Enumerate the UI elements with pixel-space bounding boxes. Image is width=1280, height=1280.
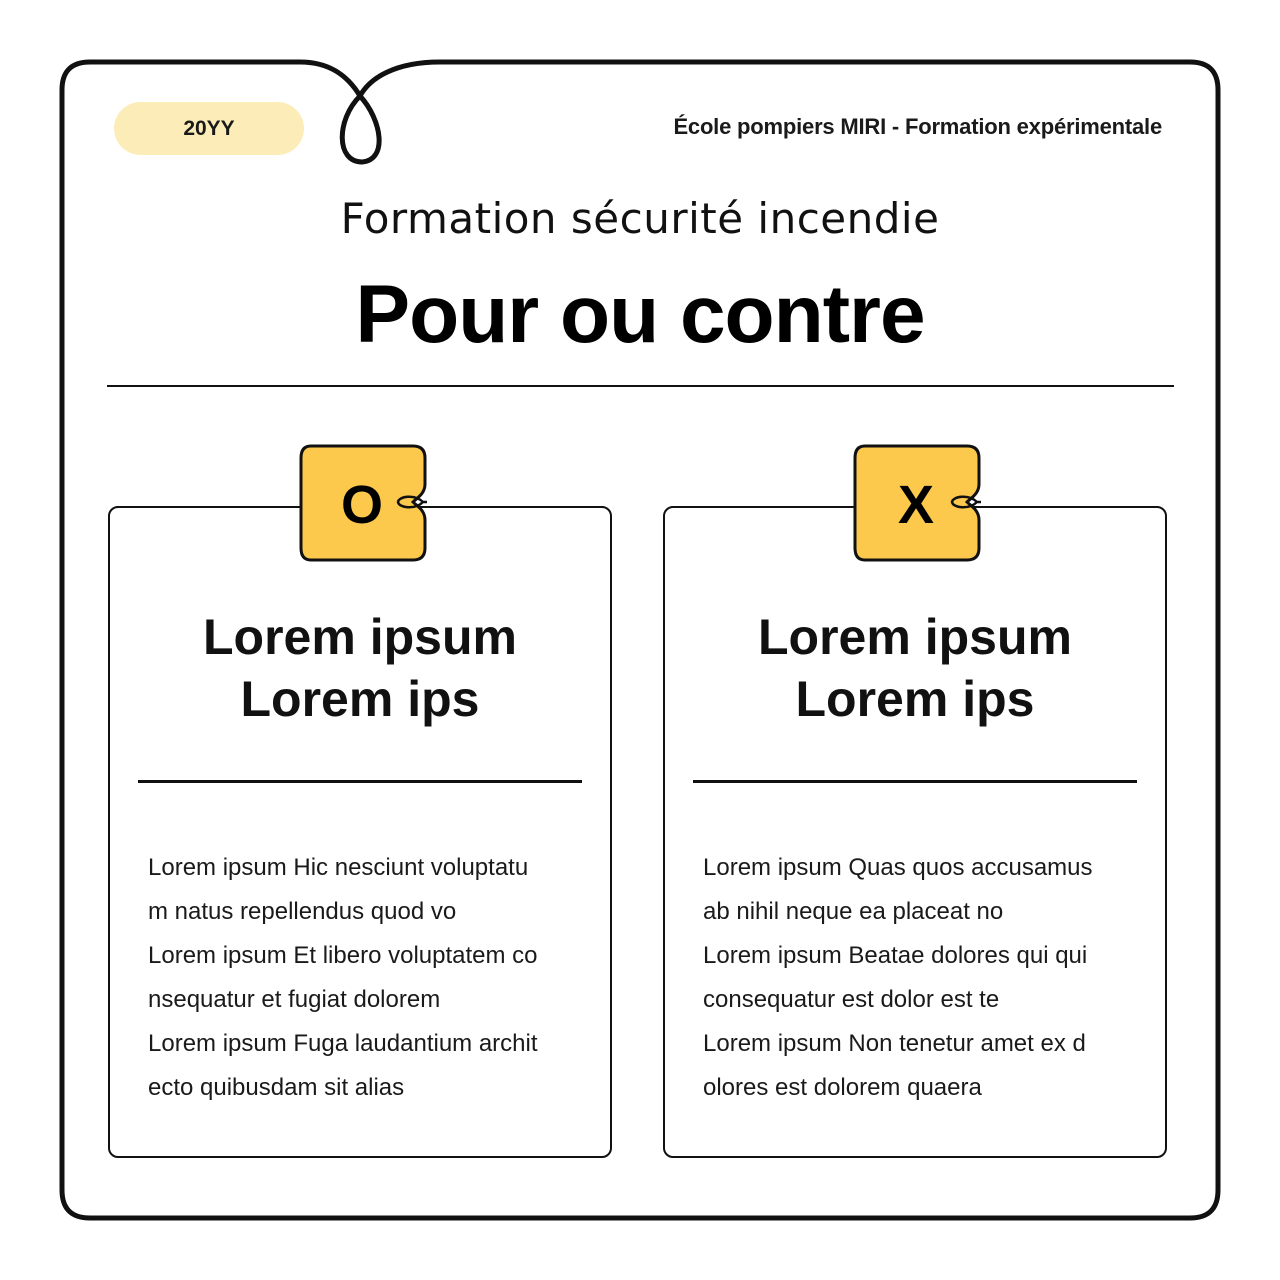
year-badge-label: 20YY bbox=[183, 116, 235, 140]
badge-pour bbox=[299, 444, 427, 562]
cross-x-icon: X bbox=[897, 475, 935, 535]
card-heading-line-2: Lorem ips bbox=[240, 671, 480, 727]
card-body bbox=[148, 846, 590, 1110]
badge-contre bbox=[853, 444, 981, 562]
card-body-line: nsequatur et fugiat dolorem bbox=[148, 986, 441, 1013]
card-heading bbox=[665, 606, 1165, 730]
card-body-line: m natus repellendus quod vo bbox=[148, 898, 457, 925]
card-body-line: Lorem ipsum Quas quos accusamus bbox=[703, 854, 1093, 881]
card-body-line: ecto quibusdam sit alias bbox=[148, 1074, 405, 1101]
card-body-line: consequatur est dolor est te bbox=[703, 986, 1000, 1013]
card-heading bbox=[110, 606, 610, 730]
card-contre bbox=[663, 506, 1167, 1158]
card-divider bbox=[138, 780, 582, 783]
circle-o-icon: O bbox=[340, 475, 383, 535]
card-pour bbox=[108, 506, 612, 1158]
page-title: Pour ou contre bbox=[355, 269, 925, 360]
year-badge bbox=[114, 102, 304, 155]
card-body-line: Lorem ipsum Fuga laudantium archit bbox=[148, 1030, 538, 1057]
card-heading-line-1: Lorem ipsum bbox=[758, 609, 1072, 665]
card-body-line: olores est dolorem quaera bbox=[703, 1074, 982, 1101]
card-heading-line-2: Lorem ips bbox=[795, 671, 1035, 727]
card-body-line: Lorem ipsum Hic nesciunt voluptatu bbox=[148, 854, 529, 881]
card-body bbox=[703, 846, 1145, 1110]
card-heading-line-1: Lorem ipsum bbox=[203, 609, 517, 665]
card-body-line: ab nihil neque ea placeat no bbox=[703, 898, 1004, 925]
school-name: École pompiers MIRI - Formation expérimentale bbox=[673, 114, 1162, 139]
card-body-line: Lorem ipsum Beatae dolores qui qui bbox=[703, 942, 1088, 969]
card-divider bbox=[693, 780, 1137, 783]
card-body-line: Lorem ipsum Et libero voluptatem co bbox=[148, 942, 538, 969]
card-body-line: Lorem ipsum Non tenetur amet ex d bbox=[703, 1030, 1086, 1057]
page-subtitle: Formation sécurité incendie bbox=[340, 194, 940, 243]
header-divider bbox=[107, 385, 1174, 387]
